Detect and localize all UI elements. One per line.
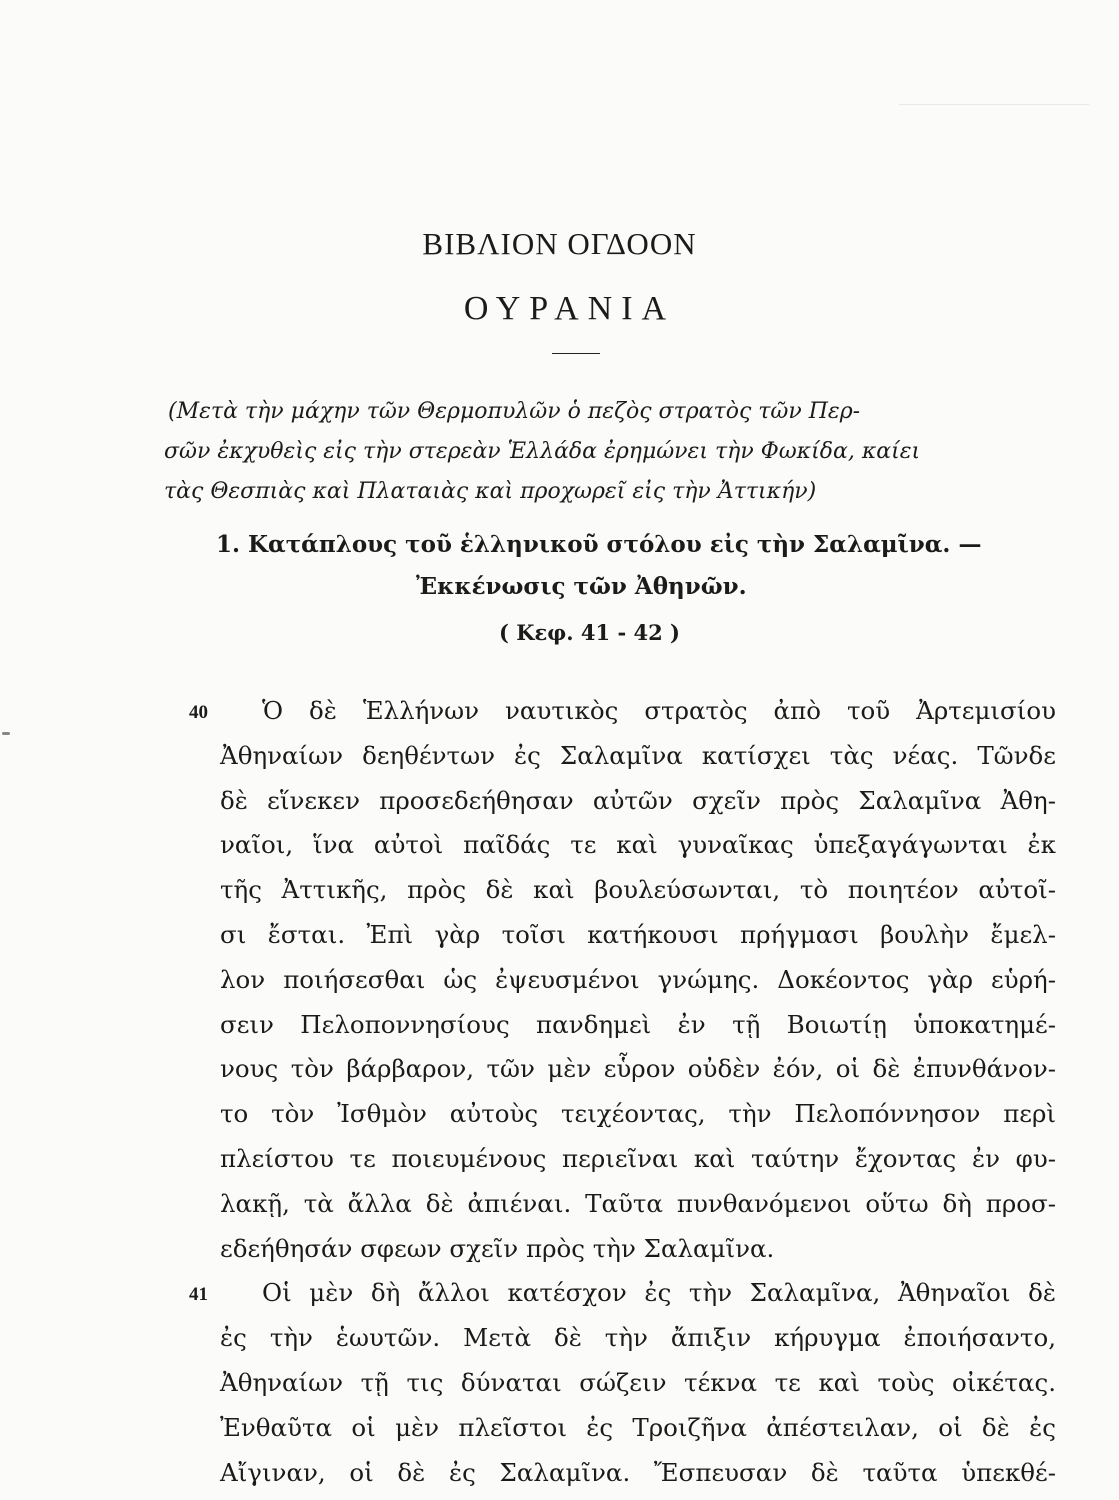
book-title: ΒΙΒΛΙΟΝ ΟΓΔΟΟΝ <box>422 226 697 261</box>
section-number: 40 <box>189 702 208 723</box>
text-line: σι ἔσται. Ἐπὶ γὰρ τοῖσι κατήκουσι πρήγμασι βουλὴν ἔμελ- <box>220 919 1056 949</box>
chapter-summary <box>164 392 924 512</box>
section-number: 41 <box>189 1284 208 1306</box>
text-line: σειν Πελοποννησίους πανδημεὶ ἐν τῇ Βοιωτίῃ ὑποκατημέ- <box>220 1009 1056 1039</box>
text-line: εδεήθησάν σφεων σχεῖν πρὸς τὴν Σαλαμῖνα. <box>220 1233 775 1263</box>
text-line: ναῖοι, ἵνα αὐτοὶ παῖδάς τε καὶ γυναῖκας ὑπεξαγάγωνται ἐκ <box>220 830 1056 860</box>
summary-line: τὰς Θεσπιὰς καὶ Πλαταιὰς καὶ προχωρεῖ εἰς τὴν Ἀττικήν) <box>164 479 817 504</box>
text-line: Οἱ μὲν δὴ ἄλλοι κατέσχον ἐς τὴν Σαλαμῖνα, Ἀθηναῖοι δὲ <box>262 1278 1056 1308</box>
paragraph <box>189 1271 1056 1495</box>
chapter-reference: ( Κεφ. 41 - 42 ) <box>499 620 680 645</box>
section-heading-line: 1. Κατάπλους τοῦ ἑλληνικοῦ στόλου εἰς τὴν Σαλαμῖνα. — <box>216 531 982 558</box>
text-line: τῆς Ἀττικῆς, πρὸς δὲ καὶ βουλεύσωνται, τὸ ποιητέον αὐτοῖ- <box>220 875 1056 905</box>
text-line: λακῇ, τὰ ἄλλα δὲ ἀπιέναι. Ταῦτα πυνθανόμενοι οὕτω δὴ προσ- <box>220 1188 1056 1218</box>
text-line: δὲ εἵνεκεν προσεδεήθησαν αὐτῶν σχεῖν πρὸς Σαλαμῖνα Ἀθη- <box>220 785 1056 815</box>
text-line: λον ποιήσεσθαι ὡς ἐψευσμένοι γνώμης. Δοκέοντος γὰρ εὑρή- <box>220 964 1056 994</box>
summary-line: (Μετὰ τὴν μάχην τῶν Θερμοπυλῶν ὁ πεζὸς στρατὸς τῶν Περ- <box>168 399 861 424</box>
title-rule <box>552 353 600 354</box>
summary-line: σῶν ἐκχυθεὶς εἰς τὴν στερεὰν Ἑλλάδα ἐρημώνει τὴν Φωκίδα, καίει <box>164 439 921 464</box>
text-line: Ἐνθαῦτα οἱ μὲν πλεῖστοι ἐς Τροιζῆνα ἀπέστειλαν, οἱ δὲ ἐς <box>220 1412 1056 1442</box>
margin-mark <box>2 732 10 735</box>
text-line: Ὁ δὲ Ἑλλήνων ναυτικὸς στρατὸς ἀπὸ τοῦ Ἀρτεμισίου <box>262 696 1056 725</box>
show-through-running-head <box>899 86 1089 105</box>
text-line: πλείστου τε ποιευμένους περιεῖναι καὶ ταύτην ἔχοντας ἐν φυ- <box>220 1143 1056 1173</box>
section-heading <box>180 524 1010 608</box>
main-text <box>189 689 1056 1495</box>
text-line: Ἀθηναίων δεηθέντων ἐς Σαλαμῖνα κατίσχει τὰς νέας. Τῶνδε <box>220 740 1056 770</box>
chapter-title: ΟΥΡΑΝΙΑ <box>463 290 676 327</box>
text-line: το τὸν Ἰσθμὸν αὐτοὺς τειχέοντας, τὴν Πελοπόννησον περὶ <box>220 1099 1056 1129</box>
text-line: Αἴγιναν, οἱ δὲ ἐς Σαλαμῖνα. Ἔσπευσαν δὲ ταῦτα ὑπεκθέ- <box>220 1457 1056 1487</box>
text-line: ἐς τὴν ἑωυτῶν. Μετὰ δὲ τὴν ἄπιξιν κήρυγμα ἐποιήσαντο, <box>220 1323 1056 1353</box>
paragraph <box>189 689 1056 1271</box>
section-heading-line: Ἐκκένωσις τῶν Ἀθηνῶν. <box>416 573 747 600</box>
text-line: νους τὸν βάρβαρον, τῶν μὲν εὗρον οὐδὲν ἐόν, οἱ δὲ ἐπυνθάνον- <box>220 1054 1056 1084</box>
text-line: Ἀθηναίων τῇ τις δύναται σώζειν τέκνα τε καὶ τοὺς οἰκέτας. <box>220 1367 1056 1397</box>
